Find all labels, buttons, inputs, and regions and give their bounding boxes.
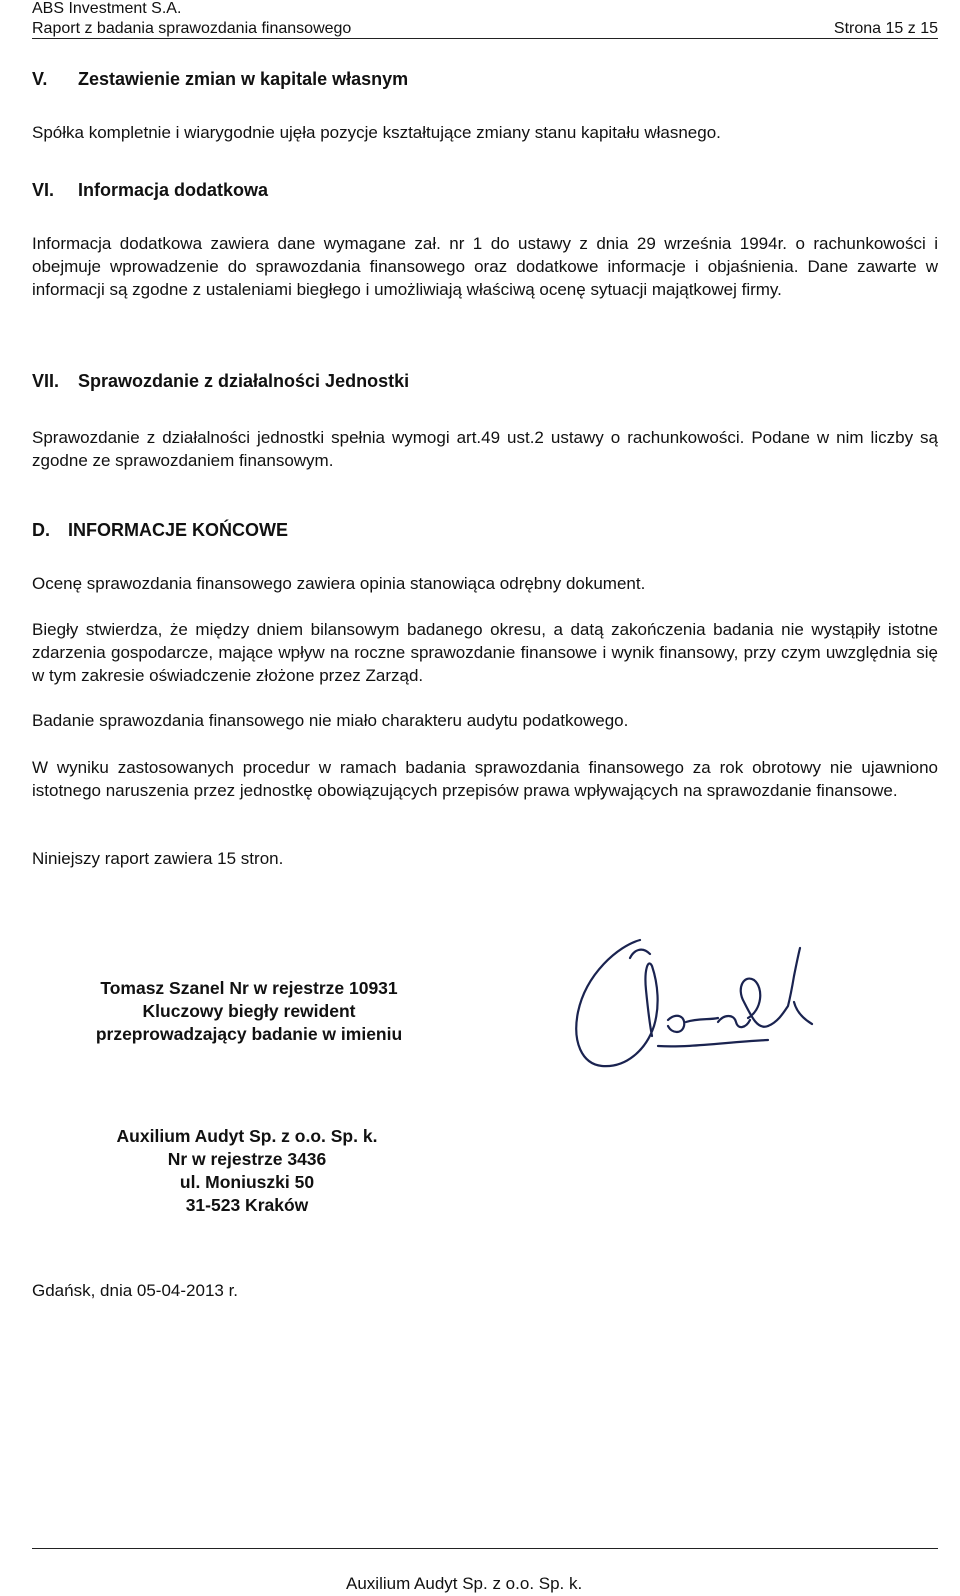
firm-registry: Nr w rejestrze 3436: [167, 1149, 327, 1169]
section-v-title: Zestawienie zmian w kapitale własnym: [78, 69, 409, 89]
section-d-paragraph-5: Niniejszy raport zawiera 15 stron.: [32, 849, 284, 868]
firm-street: ul. Moniuszki 50: [179, 1172, 315, 1192]
auditor-name-line: Tomasz Szanel Nr w rejestrze 10931: [100, 978, 398, 998]
auditor-block: [56, 977, 442, 1046]
header-report-title: Raport z badania sprawozdania finansowego: [32, 20, 352, 37]
section-d-paragraph-1: Ocenę sprawozdania finansowego zawiera opinia stanowiąca odrębny dokument.: [32, 574, 646, 593]
section-vi-heading: [32, 179, 268, 201]
firm-city: 31-523 Kraków: [185, 1195, 309, 1215]
section-d-paragraph-2: Biegły stwierdza, że między dniem bilansowym badanego okresu, a datą zakończenia badania nie wystąpiły istotne zdarzenia gospodarcze, mające wpływ na roczne sprawozdanie finansowe i wynik finansowy, przy czym uwzględnia się w tym zakresie oświadczenie złożone przez Zarząd.: [32, 620, 938, 685]
place-date: Gdańsk, dnia 05-04-2013 r.: [32, 1281, 239, 1300]
section-vi-text: [32, 232, 938, 301]
section-v-text: Spółka kompletnie i wiarygodnie ujęła pozycje kształtujące zmiany stanu kapitału własnego.: [32, 123, 721, 142]
section-vii-title: Sprawozdanie z działalności Jednostki: [78, 371, 410, 391]
header-company: ABS Investment S.A.: [32, 0, 182, 17]
section-vii-text: Sprawozdanie z działalności jednostki spełnia wymogi art.49 ust.2 ustawy o rachunkowości. Podane w nim liczby są zgodne ze sprawozdaniem finansowym.: [32, 428, 938, 470]
section-vi-text-2: Dane zawarte w informacji są zgodne z ustaleniami biegłego i umożliwiają właściwą ocenę sytuacji majątkowej firmy.: [32, 257, 939, 299]
section-d-paragraph-4: W wyniku zastosowanych procedur w ramach badania sprawozdania finansowego za rok obrotowy nie ujawniono istotnego naruszenia przez jednostkę obowiązujących przepisów prawa wpływających na sprawozdanie finansowe.: [32, 758, 938, 800]
section-vi-title: Informacja dodatkowa: [78, 180, 269, 200]
section-vi-number: VI.: [32, 180, 55, 200]
firm-block: [56, 1125, 438, 1217]
section-d-paragraph-3: Badanie sprawozdania finansowego nie miało charakteru audytu podatkowego.: [32, 711, 629, 730]
section-v-number: V.: [32, 69, 48, 89]
auditor-behalf-line: przeprowadzający badanie w imieniu: [95, 1024, 403, 1044]
section-vii-heading: [32, 370, 409, 392]
footer-firm: Auxilium Audyt Sp. z o.o. Sp. k.: [346, 1574, 583, 1593]
section-vii-number: VII.: [32, 371, 60, 391]
handwritten-signature: [568, 926, 820, 1078]
firm-name: Auxilium Audyt Sp. z o.o. Sp. k.: [116, 1126, 378, 1146]
header-page-info: Strona 15 z 15: [833, 20, 938, 37]
section-d-number: D.: [32, 520, 50, 540]
section-d-heading: [32, 519, 288, 541]
auditor-role-line: Kluczowy biegły rewident: [142, 1001, 356, 1021]
footer-divider: [32, 1548, 938, 1549]
section-v-heading: [32, 68, 408, 90]
header-bar: [32, 19, 938, 39]
section-d-title: INFORMACJE KOŃCOWE: [68, 520, 288, 540]
section-vi-text-1: Informacja dodatkowa zawiera dane wymagane zał. nr 1 do ustawy z dnia 29 września 1994r. o rachunkowości i obejmuje wprowadzenie do sprawozdania finansowego oraz dodatkowe informacje i objaśnienia.: [32, 234, 938, 276]
